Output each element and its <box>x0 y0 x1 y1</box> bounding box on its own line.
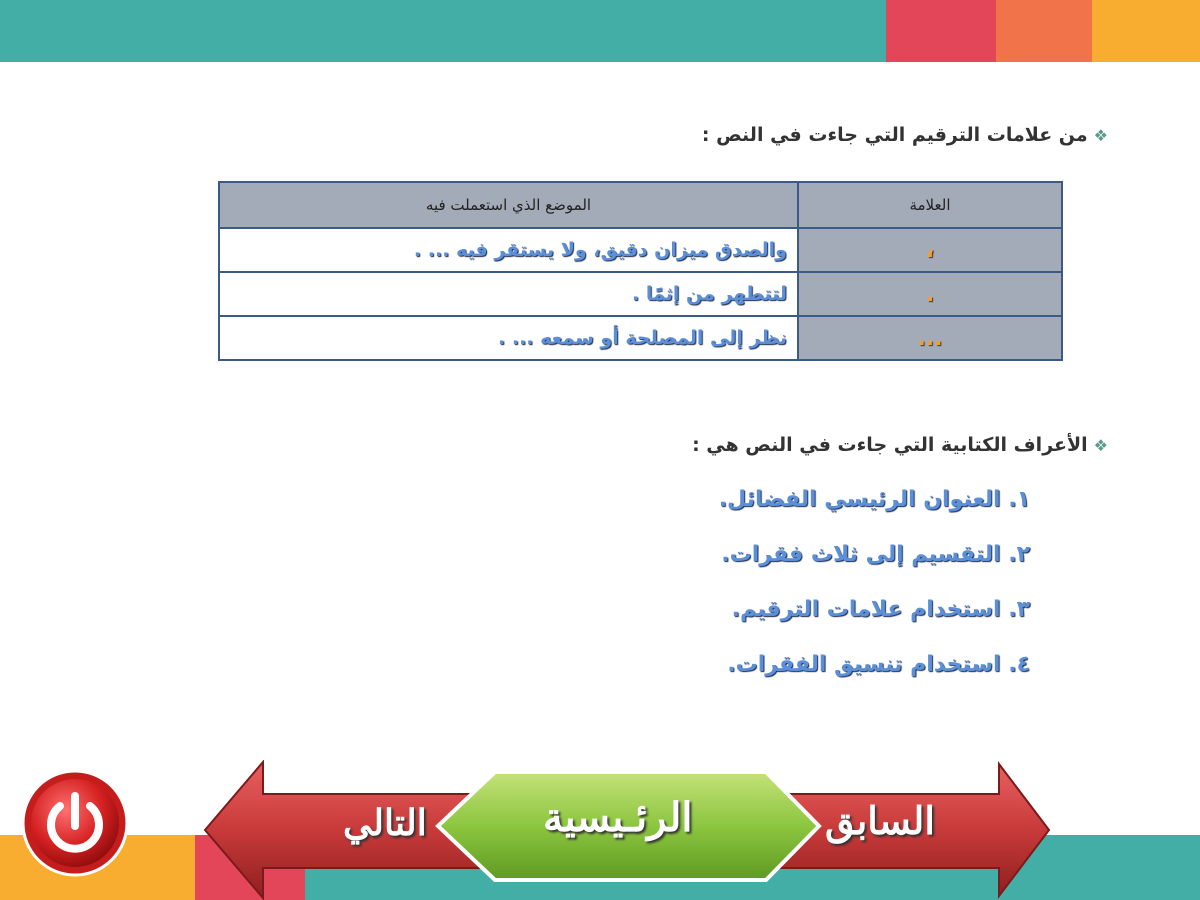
home-button[interactable]: الرئـيسية <box>543 794 693 841</box>
diamond-bullet-icon: ❖ <box>1093 126 1108 145</box>
conventions-list <box>719 476 1030 696</box>
punctuation-heading: ❖من علامات الترقيم التي جاءت في النص : <box>701 124 1108 146</box>
mark-cell: . <box>798 272 1062 316</box>
diamond-bullet-icon: ❖ <box>1093 436 1108 455</box>
top-color-bar <box>0 0 1200 62</box>
header-mark: العلامة <box>798 182 1062 228</box>
top-bar-yellow <box>1092 0 1200 62</box>
list-item: ٤. استخدام تنسيق الفقرات. <box>727 652 1030 677</box>
top-bar-teal <box>0 0 886 62</box>
list-item: ٢. التقسيم إلى ثلاث فقرات. <box>721 542 1030 567</box>
place-cell: نظر إلى المصلحة أو سمعه ... . <box>219 316 798 360</box>
punctuation-table <box>218 181 1063 361</box>
top-bar-orange <box>996 0 1092 62</box>
list-item: ٣. استخدام علامات الترقيم. <box>731 597 1030 622</box>
power-button[interactable] <box>20 768 130 878</box>
header-place: الموضع الذي استعملت فيه <box>219 182 798 228</box>
mark-cell: ... <box>798 316 1062 360</box>
previous-button[interactable]: السابق <box>825 798 935 843</box>
table-row <box>219 228 1062 272</box>
power-icon <box>20 768 130 878</box>
conventions-heading: ❖الأعراف الكتابية التي جاءت في النص هي : <box>692 434 1108 456</box>
place-cell: والصدق ميزان دقيق، ولا يستقر فيه ... . <box>219 228 798 272</box>
mark-cell: ، <box>798 228 1062 272</box>
table-header-row <box>219 182 1062 228</box>
table-row <box>219 272 1062 316</box>
table-row <box>219 316 1062 360</box>
next-button[interactable]: التالي <box>343 802 427 844</box>
list-item: ١. العنوان الرئيسي الفضائل. <box>718 487 1030 512</box>
top-bar-red <box>886 0 996 62</box>
place-cell: لتتطهر من إثمًا . <box>219 272 798 316</box>
navigation-bar <box>203 760 1053 900</box>
